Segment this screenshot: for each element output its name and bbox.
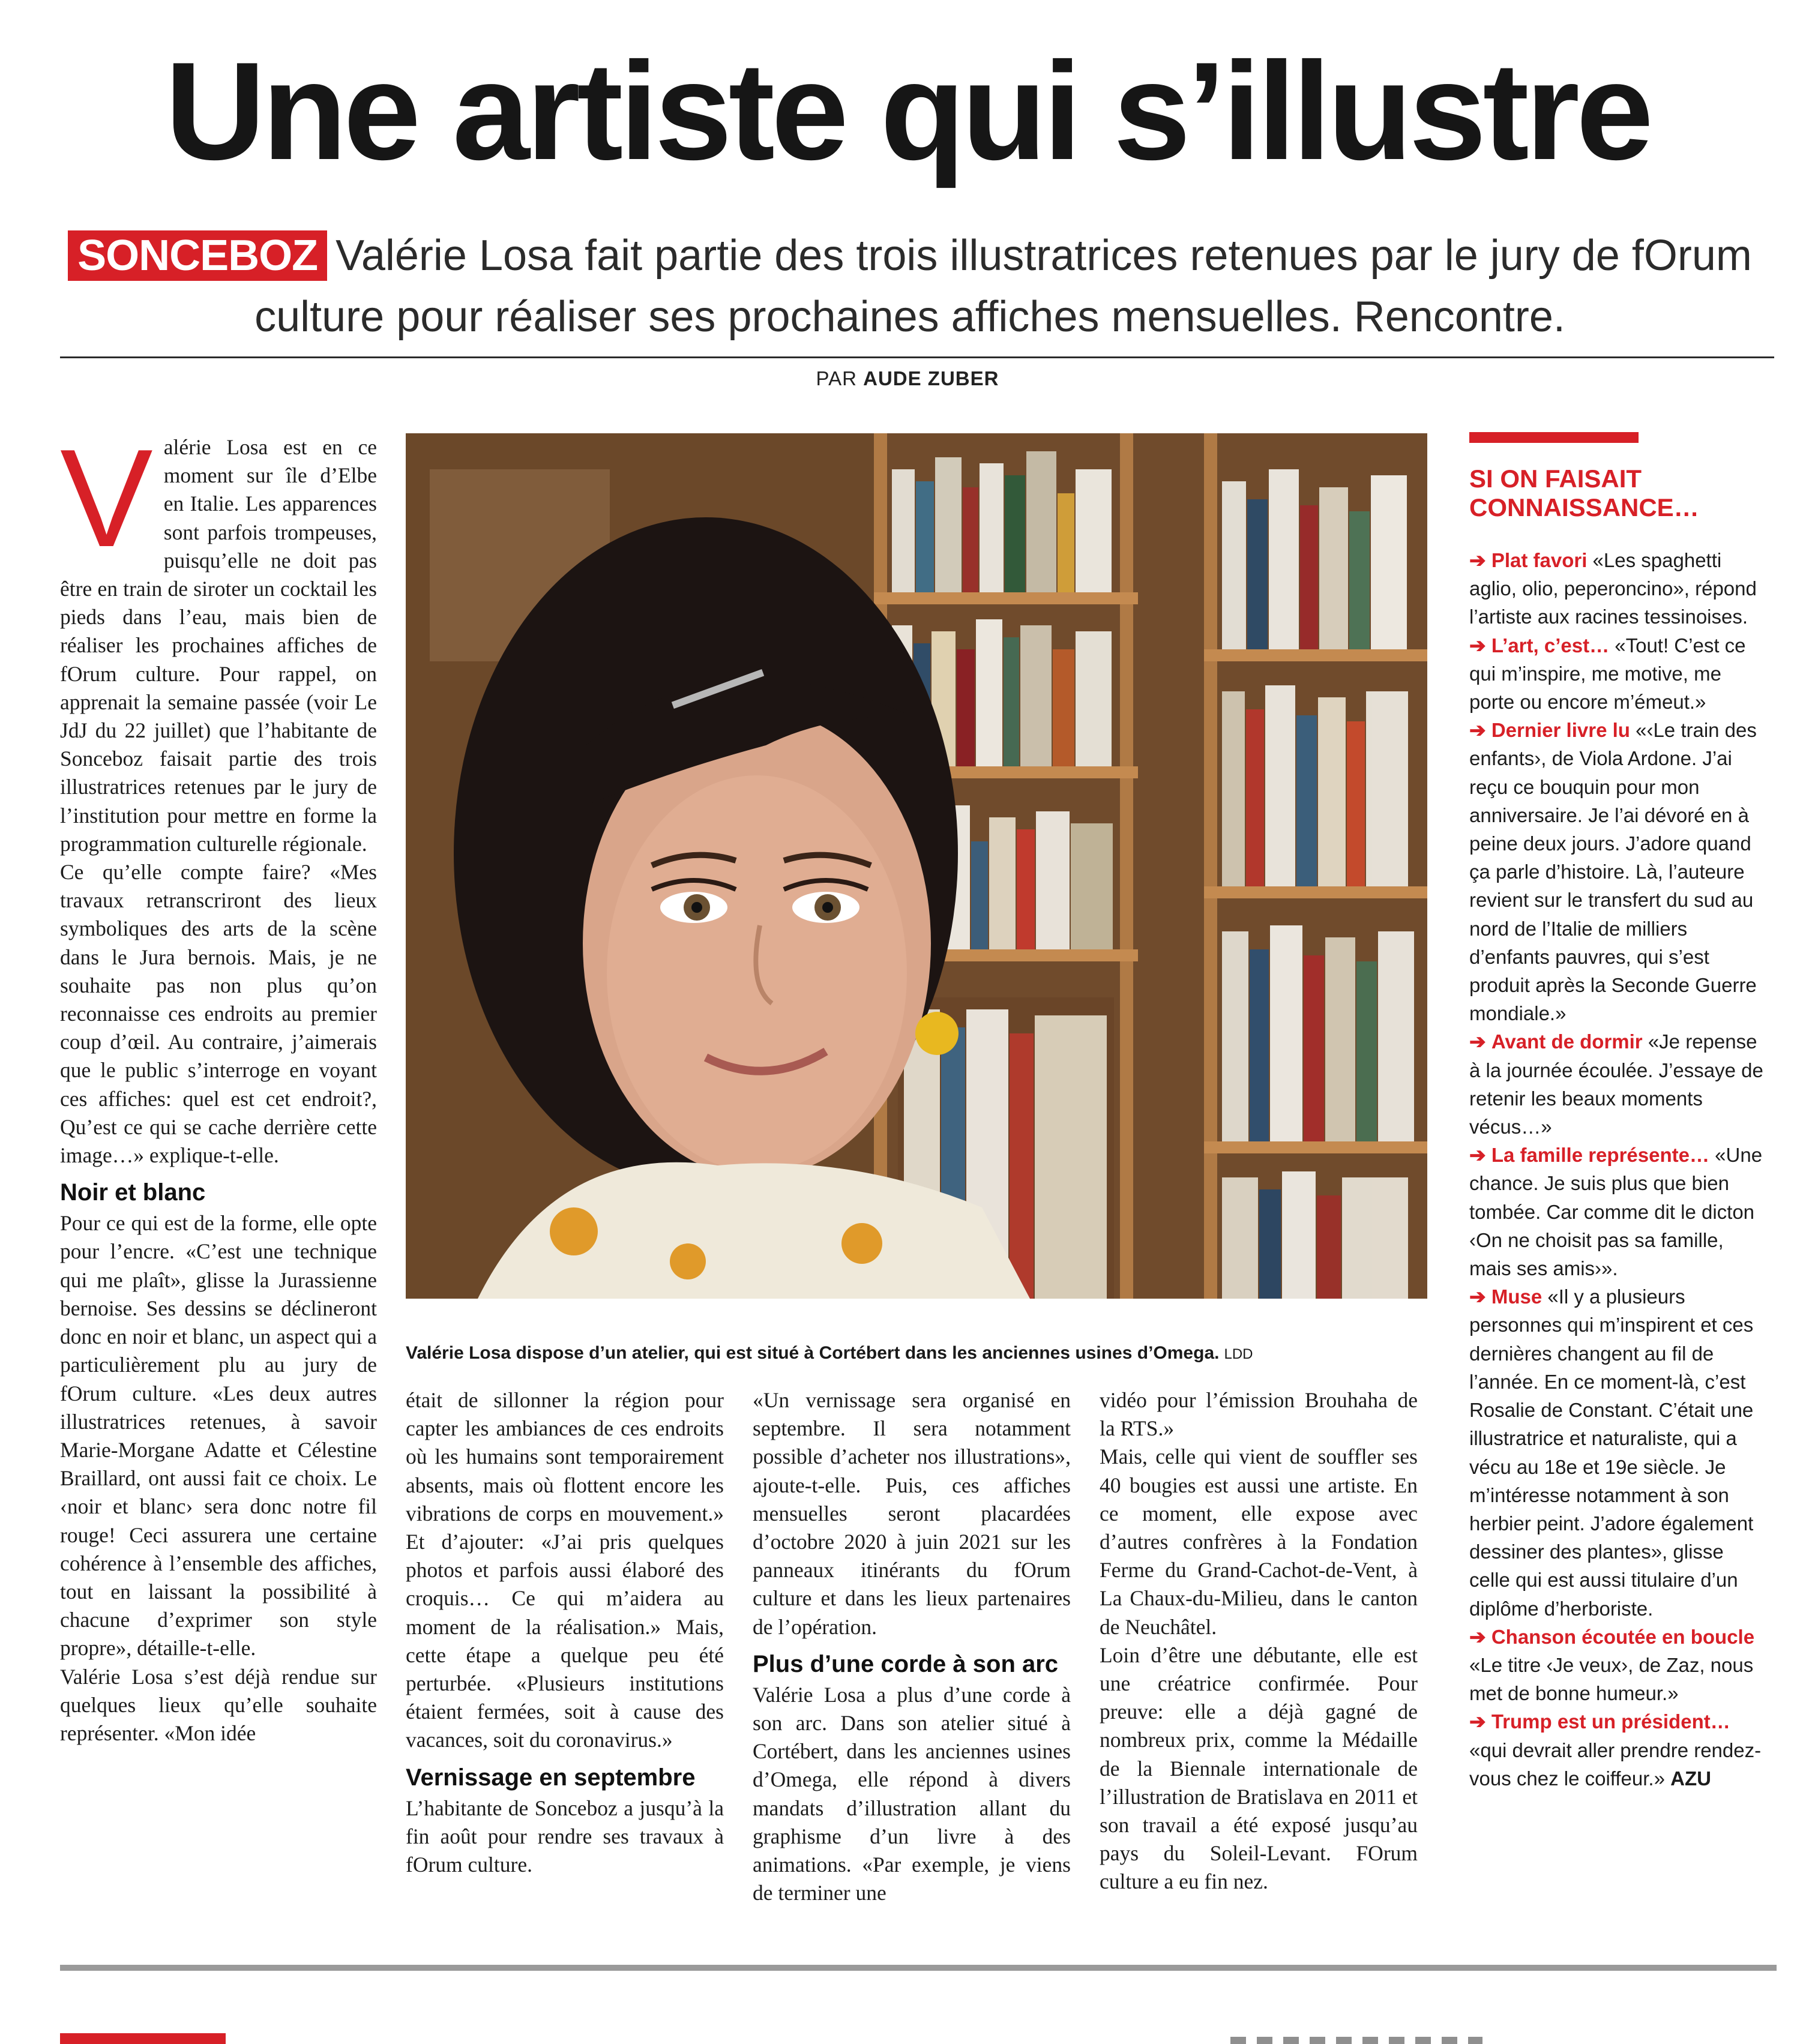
article-column-3: [753, 1386, 1071, 1907]
sidebar-item: [1469, 1282, 1763, 1622]
next-section-text-fragment: [1230, 2037, 1482, 2044]
article-paragraph: «Un vernissage sera organisé en septembre. Il sera notamment possible d’acheter nos illustrations», ajoute-t-elle. Puis, ces affiches mensuelles seront placardées d’octobre 2020 à juin 2021 sur les panneaux itinérants du fOrum culture et dans les lieux partenaires de l’opération.: [753, 1388, 1071, 1639]
sidebar-answer: «qui devrait aller prendre rendez-vous chez le coiffeur.»: [1469, 1739, 1762, 1790]
bottom-rule: [60, 1965, 1777, 1971]
byline-author: AUDE ZUBER: [863, 367, 999, 389]
sidebar-question: L’art, c’est…: [1491, 634, 1610, 657]
article-paragraph: Valérie Losa a plus d’une corde à son arc. Dans son atelier situé à Cortébert, dans les anciennes usines d’Omega, elle répond à divers mandats d’illustration allant du graphisme d’un livre à des animations. «Par exemple, je viens de terminer une: [753, 1682, 1071, 1905]
sidebar-item: [1469, 716, 1763, 1027]
subheading-corde: Plus d’une corde à son arc: [753, 1650, 1059, 1677]
photo-caption: [406, 1343, 1432, 1363]
sidebar-box: [1469, 432, 1763, 1793]
article-paragraph: Pour ce qui est de la forme, elle opte pour l’encre. «C’est une technique qui me plaît», glisse la Jurassienne bernoise. Ses dessins se déclineront donc en noir et blanc, un aspect qui a particulièrement plu au jury de fOrum culture. «Les deux autres illustratrices retenues, à savoir Marie-Morgane Adatte et Célestine Braillard, ont aussi fait ce choix. Le ‹noir et blanc› sera donc notre fil rouge! Ceci assurera une certaine cohérence à l’ensemble des affiches, tout en laissant la possibilité à chacune d’exprimer son style propre», détaille-t-elle.: [60, 1211, 377, 1661]
lead-line-1: Valérie Losa fait partie des trois illustratrices retenues par le jury de fOrum: [336, 232, 1752, 280]
article-paragraph: Mais, celle qui vient de souffler ses 40 bougies est aussi une artiste. En ce moment, elle expose avec d’autres confrères à la Fondation Ferme du Grand-Cachot-de-Vent, à La Chaux-du-Milieu, dans le canton de Neuchâtel.: [1100, 1444, 1418, 1639]
arrow-icon: ➔: [1469, 1625, 1486, 1648]
sidebar-title-line-2: CONNAISSANCE…: [1469, 493, 1699, 522]
sidebar-question: Plat favori: [1491, 549, 1588, 571]
portrait-photo: [406, 433, 1427, 1299]
article-paragraph: vidéo pour l’émission Brouhaha de la RTS.»: [1100, 1388, 1418, 1441]
portrait-photo-illustration: [406, 433, 1427, 1299]
article-column-4: [1100, 1386, 1418, 1896]
sidebar-question: Chanson écoutée en boucle: [1491, 1625, 1755, 1648]
lead-line-2: culture pour réaliser ses prochaines affiches mensuelles. Rencontre.: [254, 293, 1565, 341]
sidebar-answer: «Une chance. Je suis plus que bien tombée. Car comme dit le dicton ‹On ne choisit pas sa famille, mais ses amis›».: [1469, 1144, 1763, 1280]
article-paragraph: Valérie Losa s’est déjà rendue sur quelques lieux qu’elle souhaite représenter. «Mon idée: [60, 1664, 377, 1745]
author-signature: AZU: [1670, 1767, 1711, 1790]
sidebar-item: [1469, 1141, 1763, 1282]
arrow-icon: ➔: [1469, 1710, 1486, 1733]
article-paragraph: était de sillonner la région pour capter les ambiances de ces endroits où les humains sont temporairement absents, mais où flottent encore les vibrations de corps en mouvement.» Et d’ajouter: «J’ai pris quelques photos et parfois aussi élaboré des croquis… Ce qui m’aidera au moment de la réalisation.» Mais, cette étape a quelque peu été perturbée. «Plusieurs institutions étaient fermées, soit à cause des vacances, soit du coronavirus.»: [406, 1388, 724, 1752]
headline: Une artiste qui s’illustre: [164, 34, 1651, 189]
sidebar-answer: «‹Le train des enfants›, de Viola Ardone. J’ai reçu ce bouquin pour mon anniversaire. Je l’ai dévoré en à peine deux jours. J’adore quand ça parle d’histoire. Là, l’auteure revient sur le transfert du sud au nord de l’Italie de milliers d’enfants pauvres, qui s’est produit après la Seconde Guerre mondiale.»: [1469, 719, 1757, 1025]
top-rule: [60, 356, 1774, 358]
article-paragraph: Ce qu’elle compte faire? «Mes travaux retranscriront des lieux symboliques des arts de la scène dans le Jura bernois. Mais, je ne souhaite pas non plus qu’on reconnaisse ces endroits au premier coup d’œil. Au contraire, j’aimerais que le public s’interroge en voyant ces affiches: quel est cet endroit?, Qu’est ce qui se cache derrière cette image…» explique-t-elle.: [60, 860, 377, 1168]
lead-paragraph: [58, 225, 1762, 347]
sidebar-accent-bar: [1469, 432, 1639, 443]
article-paragraph: L’habitante de Sonceboz a jusqu’à la fin août pour rendre ses travaux à fOrum culture.: [406, 1796, 724, 1877]
sidebar-question: Muse: [1491, 1285, 1543, 1308]
sidebar-question: Dernier livre lu: [1491, 719, 1630, 742]
sidebar-answer: «Les spaghetti aglio, olio, peperoncino», répond l’artiste aux racines tessinoises.: [1469, 549, 1757, 628]
arrow-icon: ➔: [1469, 1285, 1486, 1308]
sidebar-answer: «Tout! C’est ce qui m’inspire, me motive, me porte ou encore m’émeut.»: [1469, 634, 1746, 714]
sidebar-title: [1469, 464, 1763, 522]
arrow-icon: ➔: [1469, 719, 1486, 742]
arrow-icon: ➔: [1469, 1030, 1486, 1053]
arrow-icon: ➔: [1469, 634, 1486, 657]
sidebar-question: Avant de dormir: [1491, 1030, 1643, 1053]
article-column-2: [406, 1386, 724, 1879]
location-kicker: SONCEBOZ: [68, 230, 327, 281]
next-section-tab: [60, 2033, 226, 2044]
sidebar-item: [1469, 1623, 1763, 1708]
arrow-icon: ➔: [1469, 549, 1486, 571]
byline: [0, 367, 1815, 390]
sidebar-question: Trump est un président…: [1491, 1710, 1730, 1733]
sidebar-item: [1469, 1707, 1763, 1793]
subheading-vernissage: Vernissage en septembre: [406, 1764, 696, 1791]
sidebar-title-line-1: SI ON FAISAIT: [1469, 464, 1642, 493]
photo-credit: LDD: [1224, 1346, 1253, 1362]
sidebar-item: [1469, 1027, 1763, 1141]
article-paragraph: Loin d’être une débutante, elle est une créatrice confirmée. Pour preuve: elle a déjà gagné de nombreux prix, comme la Médaille de la Biennale internationale de l’illustration de Bratislava en 2011 et son travail a été exposé jusqu’au pays du Soleil-Levant. FOrum culture a eu fin nez.: [1100, 1643, 1418, 1894]
sidebar-item: [1469, 546, 1763, 631]
sidebar-answer: «Je repense à la journée écoulée. J’essaye de retenir les beaux moments vécus…»: [1469, 1030, 1763, 1138]
article-column-1: [60, 421, 377, 1748]
drop-cap: V: [60, 421, 153, 576]
caption-text: Valérie Losa dispose d’un atelier, qui est situé à Cortébert dans les anciennes usines d’Omega.: [406, 1343, 1220, 1363]
sidebar-item: [1469, 631, 1763, 717]
article-paragraph: alérie Losa est en ce moment sur île d’Elbe en Italie. Les apparences sont parfois trompeuses, puisqu’elle ne doit pas être en train de siroter un cocktail les pieds dans l’eau, mais bien de réaliser les prochaines affiches de fOrum culture. Pour rappel, on apprenait la semaine passée (voir Le JdJ du 22 juillet) que l’habitante de Sonceboz faisait partie des trois illustratrices retenues par le jury de l’institution pour mettre en forme la programmation culturelle régionale.: [60, 435, 377, 856]
subheading-noir-et-blanc: Noir et blanc: [60, 1179, 206, 1206]
sidebar-question: La famille représente…: [1491, 1144, 1709, 1167]
sidebar-answer: «Le titre ‹Je veux›, de Zaz, nous met de bonne humeur.»: [1469, 1653, 1754, 1705]
byline-prefix: PAR: [816, 367, 857, 389]
sidebar-answer: «Il y a plusieurs personnes qui m’inspirent et ces dernières changent au fil de l’année. En ce moment-là, c’est Rosalie de Constant. C’était une illustratrice et naturaliste, qui a vécu au 18e et 19e siècle. Je m’intéresse notamment à son herbier peint. J’adore également dessiner des plantes», glisse celle qui est aussi titulaire d’un diplôme d’herboriste.: [1469, 1285, 1754, 1620]
arrow-icon: ➔: [1469, 1144, 1486, 1167]
